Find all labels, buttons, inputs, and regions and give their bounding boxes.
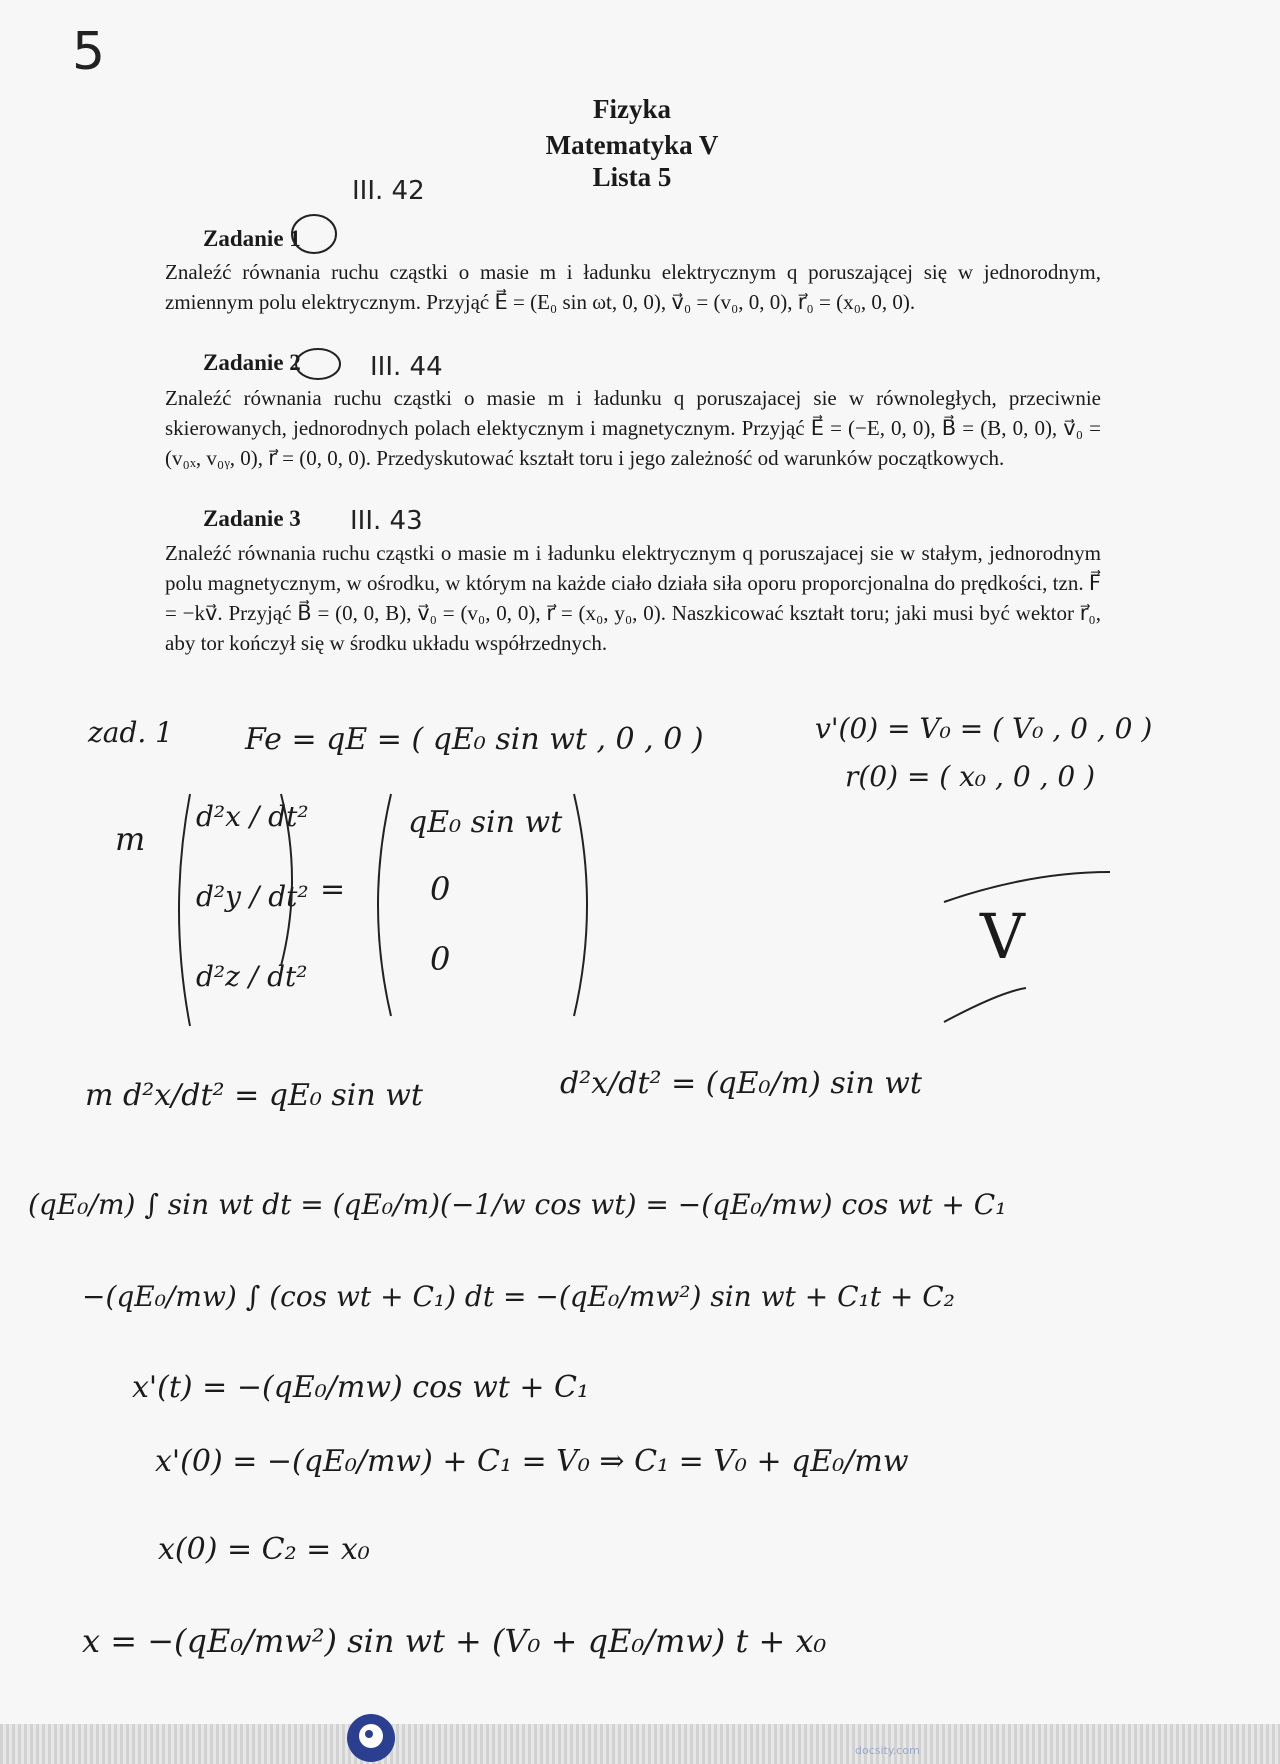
equation-1: m d²x/dt² = qE₀ sin wt [85, 1078, 423, 1113]
newton-equals: = [320, 872, 346, 907]
handwritten-reference-1: III. 42 [352, 176, 425, 206]
task-3-body: Znaleźć równania ruchu cząstki o masie m i ładunku elektrycznym q poruszajacej sie w stałym, jednorodnym polu magnetycznym, w ośrodku, w którym na każde ciało działa siła oporu proporcjonalna do prędkości, tzn. F⃗ = −kv⃗. Przyjąć B⃗ = (0, 0, B), v⃗₀ = (v₀, 0, 0), r⃗ = (x₀, y₀, 0). Naszkicować kształt toru; jaki musi być wektor r⃗₀, aby tor kończył się w środku układu współrzednych. [165, 541, 1101, 655]
task-3-title: Zadanie 3 [203, 506, 301, 531]
equation-7: x(0) = C₂ = x₀ [158, 1532, 370, 1567]
header-list: Lista 5 [592, 162, 672, 192]
newton-right-bracket-lhs [275, 790, 305, 970]
watermark-logo-icon [345, 1712, 397, 1764]
page-number-handwritten: 5 [72, 22, 106, 82]
solution-initial-velocity: v'(0) = V₀ = ( V₀ , 0 , 0 ) [815, 712, 1153, 745]
equation-6: x'(0) = −(qE₀/mw) + C₁ = V₀ ⇒ C₁ = V₀ + qE₀/mw [155, 1444, 909, 1479]
task-2-body: Znaleźć równania ruchu cząstki o masie m i ładunku q poruszajacej sie w równoległych, przeciwnie skierowanych, jednorodnych polach elektycznym i magnetycznym. Przyjąć E⃗ = (−E, 0, 0), B⃗ = (B, 0, 0), v⃗₀ = (v₀ₓ, v₀ᵧ, 0), r⃗ = (0, 0, 0). Przedyskutować kształt toru i jego zależność od warunków początkowych. [165, 386, 1101, 470]
watermark-text: docsity.com [855, 1744, 920, 1757]
equation-2: d²x/dt² = (qE₀/m) sin wt [560, 1066, 922, 1101]
newton-right-bracket-rhs [570, 790, 600, 1020]
equation-5: x'(t) = −(qE₀/mw) cos wt + C₁ [132, 1370, 590, 1405]
newton-lhs-y: d²y / dt² [196, 880, 309, 913]
newton-lhs-z: d²z / dt² [196, 960, 308, 993]
handwritten-reference-3: III. 43 [350, 506, 423, 536]
header-course: Matematyka V [545, 130, 719, 160]
handwritten-reference-2: III. 44 [370, 352, 443, 382]
grade-mark: V [980, 900, 1025, 973]
circle-mark-2 [292, 344, 344, 384]
newton-left-bracket [166, 790, 196, 1030]
newton-lhs-x: d²x / dt² [196, 800, 309, 833]
scan-edge-artifact [0, 1724, 1280, 1764]
circle-mark-1 [286, 210, 342, 258]
equation-4: −(qE₀/mw) ∫ (cos wt + C₁) dt = −(qE₀/mw²) sin wt + C₁t + C₂ [82, 1280, 955, 1313]
newton-mass: m [115, 820, 146, 858]
newton-rhs-z: 0 [430, 940, 451, 978]
newton-rhs-x: qE₀ sin wt [408, 805, 563, 840]
solution-initial-position: r(0) = ( x₀ , 0 , 0 ) [845, 760, 1096, 793]
header-subject: Fizyka [593, 94, 671, 124]
task-1-title: Zadanie 1 [203, 226, 301, 251]
equation-3: (qE₀/m) ∫ sin wt dt = (qE₀/m)(−1/w cos wt) = −(qE₀/mw) cos wt + C₁ [28, 1188, 1007, 1221]
task-2-title: Zadanie 2 [203, 350, 301, 375]
grade-lines [940, 868, 1120, 1028]
newton-rhs-y: 0 [430, 870, 451, 908]
solution-force: Fe = qE = ( qE₀ sin wt , 0 , 0 ) [245, 722, 704, 757]
equation-8: x = −(qE₀/mw²) sin wt + (V₀ + qE₀/mw) t + x₀ [82, 1622, 827, 1660]
solution-label: zad. 1 [88, 716, 173, 749]
newton-left-bracket-rhs [365, 790, 395, 1020]
task-1-body: Znaleźć równania ruchu cząstki o masie m i ładunku elektrycznym q poruszającej się w jednorodnym, zmiennym polu elektrycznym. Przyjąć E⃗ = (E₀ sin ωt, 0, 0), v⃗₀ = (v₀, 0, 0), r⃗₀ = (x₀, 0, 0). [165, 260, 1101, 314]
